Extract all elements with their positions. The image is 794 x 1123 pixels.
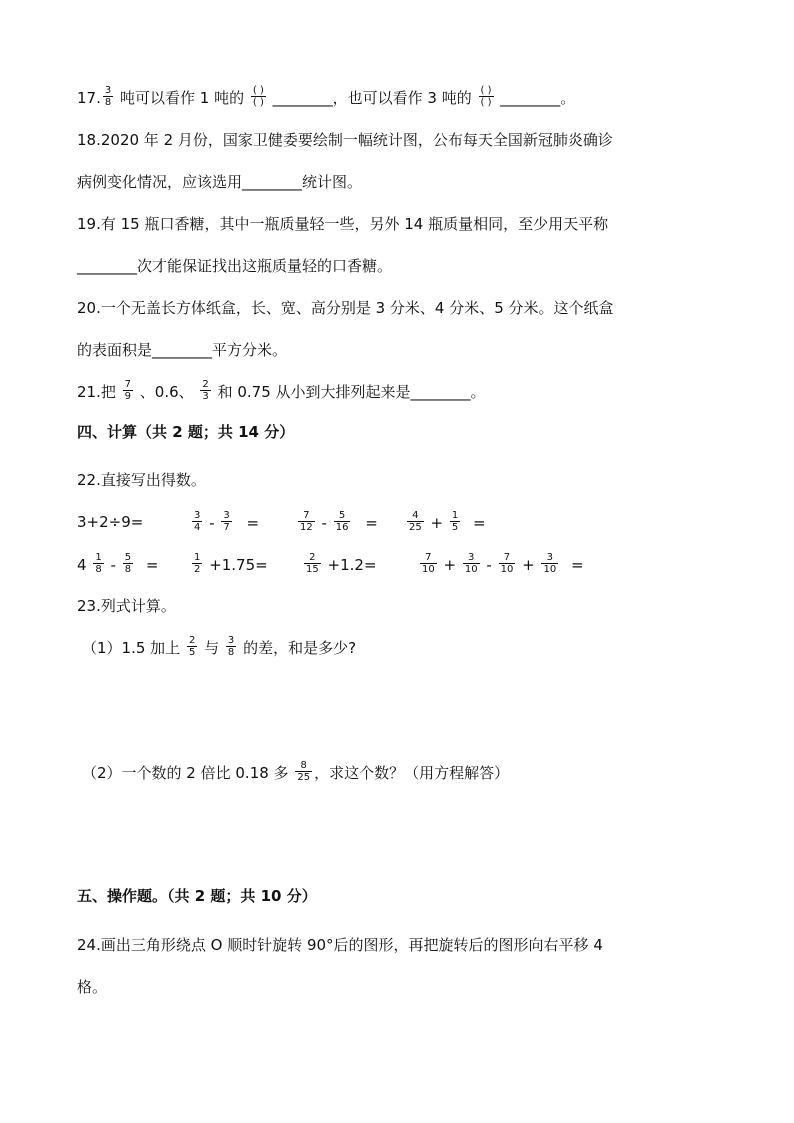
question-20-line1: 20.一个无盖长方体纸盒，长、宽、高分别是 3 分米、4 分米、5 分米。这个纸盒 [77, 299, 614, 317]
q17-text: ，也可以看作 3 吨的 [332, 89, 472, 107]
q21-text: 、0.6、 [135, 383, 194, 401]
question-18-line2: 病例变化情况，应该选用________统计图。 [77, 173, 363, 191]
question-23-part2: （2）一个数的 2 倍比 0.18 多 $\frac{8}{25}$ ，求这个数？（用方程解答） [82, 760, 510, 783]
q17-text: 吨可以看作 1 吨的 [115, 89, 245, 107]
question-19-line2: ________次才能保证找出这瓶质量轻的口香糖。 [77, 257, 393, 275]
question-23-part1: （1）1.5 加上 $\frac{2}{5}$ 与 $\frac{3}{8}$ 的差，和是多少? [82, 635, 357, 658]
calc-r2c2: $\frac{1}{2}$ +1.75= [194, 552, 268, 575]
answer-blank[interactable]: ________ [500, 89, 561, 107]
calc-r1c3: $\frac{7}{12}$ - $\frac{5}{16}$ = [300, 510, 378, 533]
paren-fraction: $\frac{( )}{( )}$ [480, 85, 492, 108]
calc-r2c1: 4 $\frac{1}{8}$ - $\frac{5}{8}$ = [77, 552, 159, 575]
q21-text: 和 0.75 从小到大排列起来是________。 [212, 383, 486, 401]
period: 。 [560, 89, 576, 107]
calc-r1c1: 3+2÷9= [77, 513, 144, 531]
question-19-line1: 19.有 15 瓶口香糖，其中一瓶质量轻一些，另外 14 瓶质量相同，至少用天平称 [77, 215, 609, 233]
section-4-heading: 四、计算（共 2 题；共 14 分） [77, 423, 295, 441]
question-23-title: 23.列式计算。 [77, 597, 176, 615]
question-24-line1: 24.画出三角形绕点 O 顺时针旋转 90°后的图形，再把旋转后的图形向右平移 4 [77, 936, 603, 954]
fraction: $\frac{7}{9}$ [124, 379, 132, 402]
question-24-line2: 格。 [77, 978, 108, 996]
section-5-heading: 五、操作题。（共 2 题；共 10 分） [77, 887, 317, 905]
fraction: $\frac{2}{3}$ [202, 379, 209, 402]
q17-number: 17. [77, 89, 101, 107]
question-17 [77, 87, 575, 110]
q21-text: 21.把 [77, 383, 116, 401]
answer-blank[interactable]: ________ [272, 89, 333, 107]
fraction: $\frac{3}{8}$ [104, 85, 112, 108]
calc-r1c4: $\frac{4}{25}$ + $\frac{1}{5}$ = [409, 510, 486, 533]
question-18-line1: 18.2020 年 2 月份，国家卫健委要绘制一幅统计图，公布每天全国新冠肺炎确诊 [77, 131, 613, 149]
paren-fraction: $\frac{( )}{( )}$ [252, 85, 264, 108]
calc-r1c2: $\frac{3}{4}$ - $\frac{3}{7}$ = [194, 510, 260, 533]
question-20-line2: 的表面积是________平方分米。 [77, 341, 288, 359]
question-21 [77, 381, 486, 404]
calc-r2c3: $\frac{2}{15}$ +1.2= [306, 552, 377, 575]
calc-r2c4: $\frac{7}{10}$ + $\frac{3}{10}$ - $\frac{7}{10}$ + $\frac{3}{10}$ = [422, 552, 584, 575]
question-22-title: 22.直接写出得数。 [77, 471, 206, 489]
